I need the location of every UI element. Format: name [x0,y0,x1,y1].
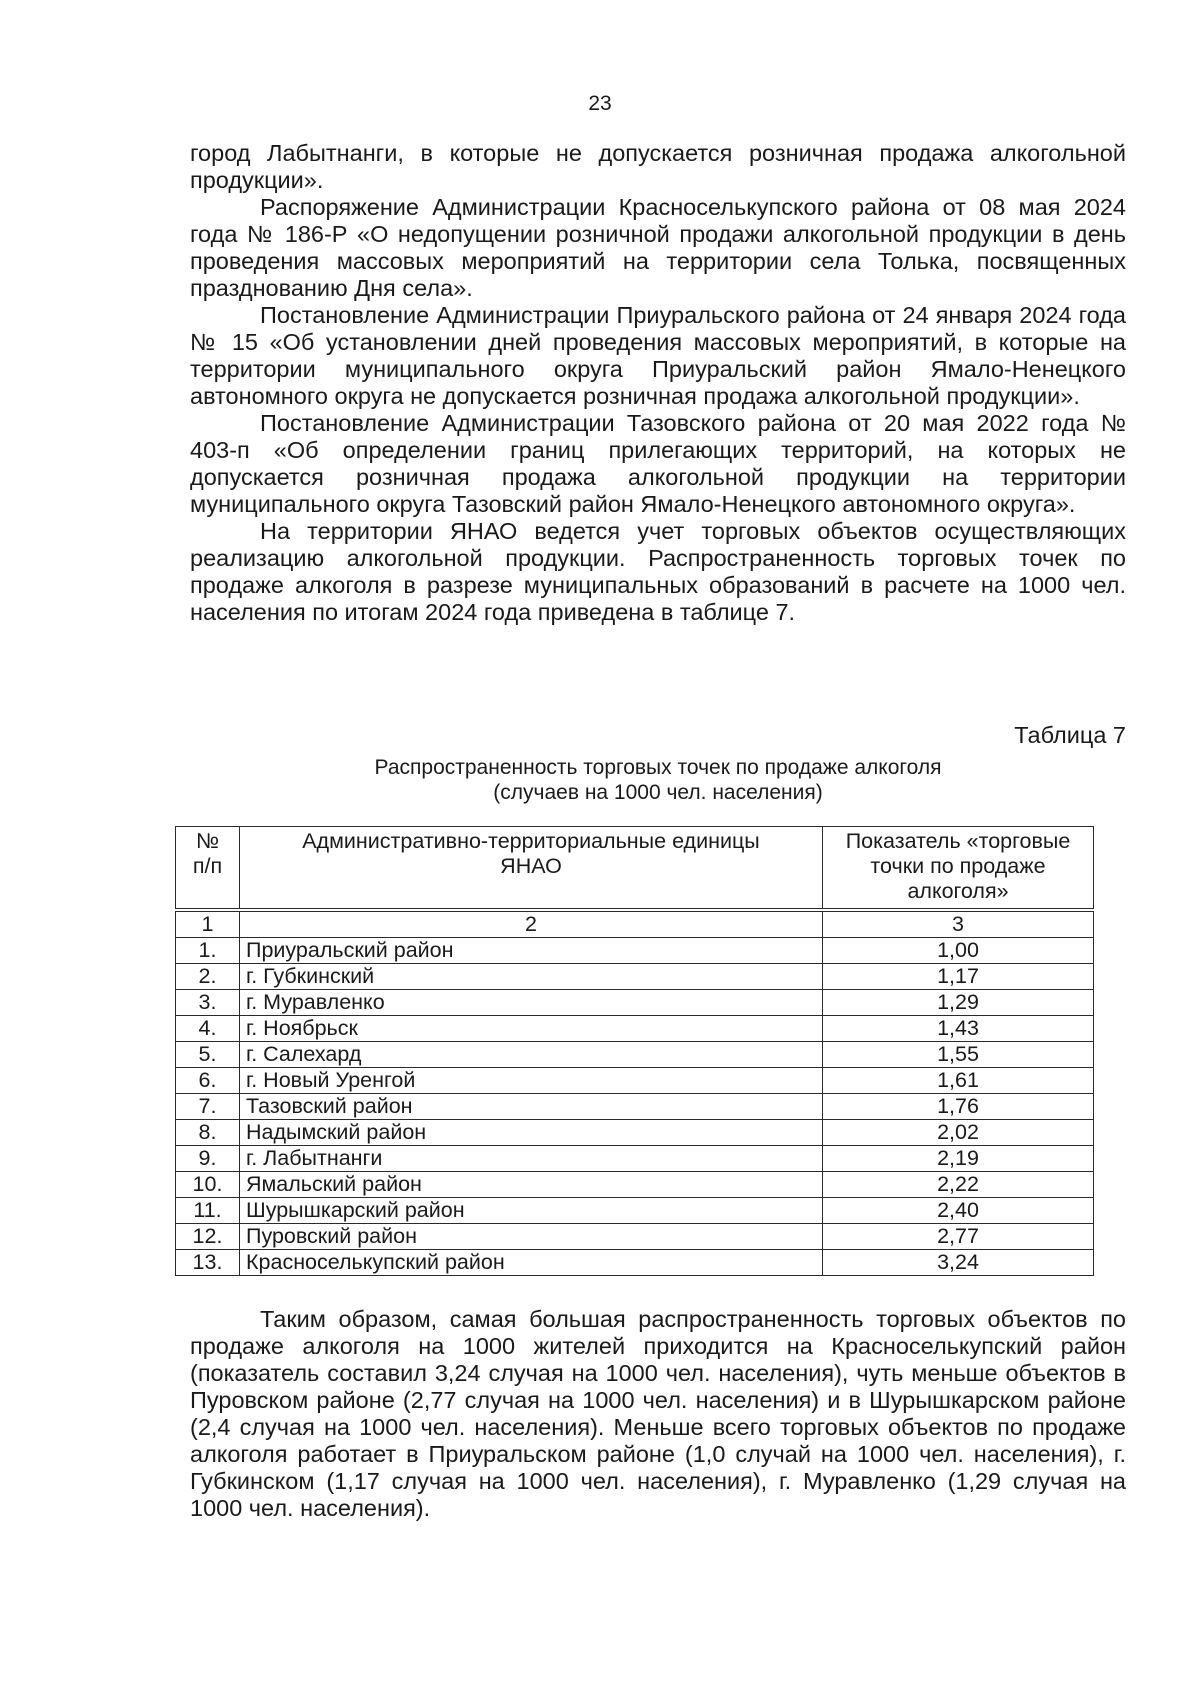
header-value: Показатель «торговые точки по продаже алкоголя» [823,827,1094,911]
row-value-cell: 2,19 [823,1146,1094,1172]
table-row [176,1016,1094,1042]
paragraph: город Лабытнанги, в которые не допускается розничная продажа алкогольной продукции». [190,140,1126,193]
row-name-cell: Ямальский район [240,1172,823,1198]
row-num-cell: 1. [176,938,240,964]
row-value-cell: 1,17 [823,964,1094,990]
table-row [176,1250,1094,1276]
row-value-cell: 3,24 [823,1250,1094,1276]
row-num-cell: 2. [176,964,240,990]
row-value-cell: 1,76 [823,1094,1094,1120]
table-caption [190,755,1126,805]
table-row [176,990,1094,1016]
header-unit: Административно-территориальные единицы ЯНАО [240,827,823,911]
table-row [176,1094,1094,1120]
paragraph: Распоряжение Администрации Красноселькупского района от 08 мая 2024 года № 186-Р «О недопущении розничной продажи алкогольной продукции в день проведения массовых мероприятий на территории села Толька, посвященных празднованию Дня села». [190,194,1126,301]
row-name-cell: Приуральский район [240,938,823,964]
row-name-cell: Тазовский район [240,1094,823,1120]
row-name-cell: г. Лабытнанги [240,1146,823,1172]
row-name-cell: г. Муравленко [240,990,823,1016]
row-name-cell: Надымский район [240,1120,823,1146]
table-row [176,964,1094,990]
table-row [176,938,1094,964]
row-num-cell: 5. [176,1042,240,1068]
row-value-cell: 2,77 [823,1224,1094,1250]
row-value-cell: 1,00 [823,938,1094,964]
table-caption-line: (случаев на 1000 чел. населения) [493,781,823,804]
table-index-row [176,910,1094,938]
row-num-cell: 12. [176,1224,240,1250]
row-name-cell: г. Салехард [240,1042,823,1068]
body-text-bottom [190,1306,1126,1522]
table-label: Таблица 7 [1014,722,1126,748]
row-num-cell: 7. [176,1094,240,1120]
row-name-cell: Шурышкарский район [240,1198,823,1224]
row-num-cell: 13. [176,1250,240,1276]
row-num-cell: 11. [176,1198,240,1224]
row-name-cell: г. Губкинский [240,964,823,990]
row-value-cell: 1,61 [823,1068,1094,1094]
table-header-row [176,827,1094,911]
paragraph: Постановление Администрации Приуральского района от 24 января 2024 года № 15 «Об установлении дней проведения массовых мероприятий, в которые на территории муниципального округа Приуральский район Ямало-Ненецкого автономного округа не допускается розничная продажа алкогольной продукции». [190,302,1126,409]
row-value-cell: 2,22 [823,1172,1094,1198]
row-name-cell: г. Новый Уренгой [240,1068,823,1094]
table-caption-line: Распространенность торговых точек по продаже алкоголя [374,756,942,779]
row-num-cell: 6. [176,1068,240,1094]
table-row [176,1224,1094,1250]
index-cell: 2 [240,910,823,938]
body-text-top [190,140,1126,626]
index-cell: 3 [823,910,1094,938]
index-cell: 1 [176,910,240,938]
row-num-cell: 4. [176,1016,240,1042]
paragraph: Таким образом, самая большая распространенность торговых объектов по продаже алкоголя на 1000 жителей приходится на Красноселькупский район (показатель составил 3,24 случая на 1000 чел. населения), чуть меньше объектов в Пуровском районе (2,77 случая на 1000 чел. населения) и в Шурышкарском районе (2,4 случая на 1000 чел. населения). Меньше всего торговых объектов по продаже алкоголя работает в Приуральском районе (1,0 случай на 1000 чел. населения), г. Губкинском (1,17 случая на 1000 чел. населения), г. Муравленко (1,29 случая на 1000 чел. населения). [190,1306,1126,1521]
table-row [176,1146,1094,1172]
row-value-cell: 2,02 [823,1120,1094,1146]
row-num-cell: 9. [176,1146,240,1172]
row-value-cell: 2,40 [823,1198,1094,1224]
table-row [176,1120,1094,1146]
row-num-cell: 8. [176,1120,240,1146]
data-table [175,826,1094,1276]
table-row [176,1042,1094,1068]
row-num-cell: 10. [176,1172,240,1198]
paragraph: Постановление Администрации Тазовского района от 20 мая 2022 года № 403-п «Об определении границ прилегающих территорий, на которых не допускается розничная продажа алкогольной продукции на территории муниципального округа Тазовский район Ямало-Ненецкого автономного округа». [190,410,1126,517]
row-name-cell: г. Ноябрьск [240,1016,823,1042]
table-row [176,1172,1094,1198]
row-value-cell: 1,43 [823,1016,1094,1042]
row-name-cell: Красноселькупский район [240,1250,823,1276]
paragraph: На территории ЯНАО ведется учет торговых объектов осуществляющих реализацию алкогольной продукции. Распространенность торговых точек по продаже алкоголя в разрезе муниципальных образований в расчете на 1000 чел. населения по итогам 2024 года приведена в таблице 7. [190,518,1126,625]
row-value-cell: 1,29 [823,990,1094,1016]
header-num: № п/п [176,827,240,911]
table-row [176,1068,1094,1094]
row-name-cell: Пуровский район [240,1224,823,1250]
table-row [176,1198,1094,1224]
row-num-cell: 3. [176,990,240,1016]
row-value-cell: 1,55 [823,1042,1094,1068]
page-number: 23 [588,92,612,115]
